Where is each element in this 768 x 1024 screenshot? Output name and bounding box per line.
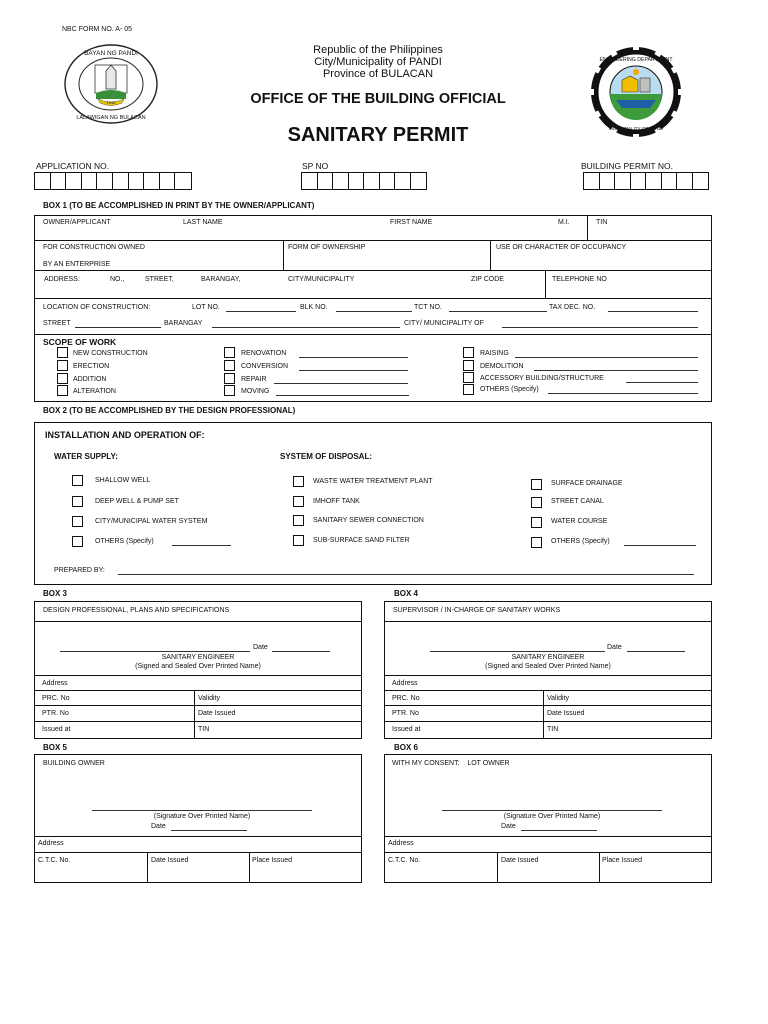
box5-label: BOX 5 (43, 743, 68, 752)
scope-conversion-label: CONVERSION (241, 363, 289, 370)
box4-date-line[interactable] (627, 651, 685, 652)
box3-validity-label: Validity (198, 695, 221, 702)
city-municipality-line[interactable] (502, 327, 698, 328)
box6-date-issued-label: Date Issued (501, 857, 539, 864)
drainage-others-checkbox[interactable] (531, 537, 542, 548)
box3-date-issued-label: Date Issued (198, 710, 236, 717)
address-street-label: STREET, (145, 276, 174, 283)
box5-ctc-no-label: C.T.C. No. (38, 857, 71, 864)
street-line[interactable] (75, 327, 161, 328)
box3-title: DESIGN PROFESSIONAL, PLANS AND SPECIFICATIONS (43, 607, 230, 614)
scope-raising-label: RAISING (480, 350, 509, 357)
blk-no-label: BLK NO. (300, 304, 328, 311)
box2-heading: BOX 2 (TO BE ACCOMPLISHED BY THE DESIGN PROFESSIONAL) (43, 406, 296, 415)
page-title: SANITARY PERMIT (287, 124, 469, 146)
by-an-enterprise-label: BY AN ENTERPRISE (43, 261, 111, 268)
scope-raising-checkbox[interactable] (463, 347, 474, 358)
address-city-label: CITY/MUNICIPALITY (288, 276, 355, 283)
municipal-seal-logo (62, 43, 160, 125)
svg-text:ENGINEERING DEPARTMENT: ENGINEERING DEPARTMENT (599, 57, 673, 63)
scope-new-construction-label: NEW CONSTRUCTION (73, 350, 148, 357)
box4-issued-at-label: Issued at (392, 726, 421, 733)
sp-no-label: SP NO (302, 161, 329, 171)
scope-of-work-heading: SCOPE OF WORK (43, 337, 117, 347)
building-permit-no-label: BUILDING PERMIT NO. (581, 161, 673, 171)
lot-no-line[interactable] (226, 311, 296, 312)
drainage-water-course-label: WATER COURSE (551, 518, 608, 525)
box3-date-label: Date (253, 644, 268, 651)
box4-label: BOX 4 (394, 589, 419, 598)
scope-repair-checkbox[interactable] (224, 373, 235, 384)
lot-no-label: LOT NO. (192, 304, 220, 311)
application-no-field[interactable] (34, 172, 192, 190)
scope-demolition-label: DEMOLITION (480, 363, 524, 370)
box6-date-label: Date (501, 823, 516, 830)
scope-alteration-label: ALTERATION (73, 388, 116, 395)
svg-text:BAYAN NG PANDI: BAYAN NG PANDI (84, 50, 138, 57)
box5-signature-label: (Signature Over Printed Name) (153, 813, 251, 820)
box4-date-label: Date (607, 644, 622, 651)
scope-addition-label: ADDITION (73, 376, 107, 383)
installation-heading: INSTALLATION AND OPERATION OF: (45, 430, 205, 440)
water-deep-well-checkbox[interactable] (72, 496, 83, 507)
province-line: Province of BULACAN (322, 68, 434, 80)
zip-code-label: ZIP CODE (471, 276, 504, 283)
engineering-seal-logo (588, 44, 684, 140)
water-city-system-checkbox[interactable] (72, 516, 83, 527)
box6-title: WITH MY CONSENT: LOT OWNER (392, 760, 510, 767)
disposal-sand-filter-label: SUB-SURFACE SAND FILTER (313, 537, 410, 544)
box4-engineer-label: SANITARY ENGINEER (511, 654, 585, 661)
scope-accessory-checkbox[interactable] (463, 372, 474, 383)
barangay-label: BARANGAY (164, 320, 203, 327)
box4-validity-label: Validity (547, 695, 570, 702)
use-or-character-label: USE OR CHARACTER OF OCCUPANCY (496, 244, 627, 251)
scope-alteration-checkbox[interactable] (57, 385, 68, 396)
water-supply-heading: WATER SUPPLY: (54, 452, 118, 461)
drainage-street-canal-label: STREET CANAL (551, 498, 604, 505)
svg-text:MUNICIPALITY OF PANDI: MUNICIPALITY OF PANDI (608, 126, 664, 131)
drainage-street-canal-checkbox[interactable] (531, 497, 542, 508)
prepared-by-label: PREPARED BY: (54, 567, 105, 574)
disposal-sewer-connection-label: SANITARY SEWER CONNECTION (313, 517, 424, 524)
box6-date-line[interactable] (521, 830, 597, 831)
box3-issued-at-label: Issued at (42, 726, 71, 733)
box6-signature-label: (Signature Over Printed Name) (503, 813, 601, 820)
disposal-imhoff-tank-label: IMHOFF TANK (313, 498, 360, 505)
tct-no-line[interactable] (449, 311, 547, 312)
svg-text:LALAWIGAN NG BULACAN: LALAWIGAN NG BULACAN (76, 115, 146, 121)
tin-label: TIN (596, 219, 608, 226)
water-city-system-label: CITY/MUNICIPAL WATER SYSTEM (95, 518, 208, 525)
scope-moving-label: MOVING (241, 388, 270, 395)
scope-repair-label: REPAIR (241, 376, 267, 383)
address-label: ADDRESS: (44, 276, 80, 283)
box3-prc-no-label: PRC. No (42, 695, 70, 702)
scope-addition-checkbox[interactable] (57, 373, 68, 384)
tct-no-label: TCT NO. (414, 304, 442, 311)
box6-address-label: Address (388, 840, 414, 847)
republic-line: Republic of the Philippines (313, 44, 443, 56)
disposal-waste-water-checkbox[interactable] (293, 476, 304, 487)
scope-renovation-checkbox[interactable] (224, 347, 235, 358)
drainage-surface-checkbox[interactable] (531, 479, 542, 490)
disposal-imhoff-tank-checkbox[interactable] (293, 496, 304, 507)
city-line: City/Municipality of PANDI (314, 56, 442, 68)
application-no-label: APPLICATION NO. (36, 161, 110, 171)
owner-applicant-label: OWNER/APPLICANT (43, 219, 111, 226)
scope-moving-checkbox[interactable] (224, 385, 235, 396)
system-of-disposal-heading: SYSTEM OF DISPOSAL: (280, 452, 373, 461)
for-construction-owned-label: FOR CONSTRUCTION OWNED (43, 244, 145, 251)
svg-text:1946: 1946 (106, 100, 116, 105)
box5-signature-line[interactable] (92, 810, 312, 811)
box1-heading: BOX 1 (TO BE ACCOMPLISHED IN PRINT BY THE OWNER/APPLICANT) (43, 201, 315, 210)
city-municipality-of-label: CITY/ MUNICIPALITY OF (404, 320, 484, 327)
box4-signature-line[interactable] (430, 651, 605, 652)
water-deep-well-label: DEEP WELL & PUMP SET (95, 498, 179, 505)
water-shallow-well-label: SHALLOW WELL (95, 477, 151, 484)
drainage-water-course-checkbox[interactable] (531, 517, 542, 528)
box4-ptr-no-label: PTR. No (392, 710, 419, 717)
box5-title: BUILDING OWNER (43, 760, 105, 767)
building-permit-no-field[interactable] (583, 172, 709, 190)
office-name: OFFICE OF THE BUILDING OFFICIAL (250, 91, 506, 107)
tax-dec-no-line[interactable] (608, 311, 698, 312)
box4-tin-label: TIN (547, 726, 559, 733)
scope-renovation-label: RENOVATION (241, 350, 287, 357)
mi-label: M.I. (558, 219, 570, 226)
box4-prc-no-label: PRC. No (392, 695, 420, 702)
disposal-waste-water-label: WASTE WATER TREATMENT PLANT (313, 478, 433, 485)
box5-address-label: Address (38, 840, 64, 847)
disposal-sewer-connection-checkbox[interactable] (293, 515, 304, 526)
box4-address-label: Address (392, 680, 418, 687)
box5-date-line[interactable] (171, 830, 247, 831)
water-others-label: OTHERS (Specify) (95, 538, 154, 545)
barangay-line[interactable] (212, 327, 400, 328)
disposal-sand-filter-checkbox[interactable] (293, 535, 304, 546)
water-shallow-well-checkbox[interactable] (72, 475, 83, 486)
sp-no-field[interactable] (301, 172, 427, 190)
scope-conversion-checkbox[interactable] (224, 360, 235, 371)
form-number: NBC FORM NO. A- 05 (62, 26, 133, 33)
box3-ptr-no-label: PTR. No (42, 710, 69, 717)
address-no-label: NO., (110, 276, 125, 283)
scope-others-checkbox[interactable] (463, 384, 474, 395)
first-name-label: FIRST NAME (390, 219, 433, 226)
street-label: STREET (43, 320, 71, 327)
drainage-surface-label: SURFACE DRAINAGE (551, 480, 623, 487)
box6-label: BOX 6 (394, 743, 419, 752)
drainage-others-label: OTHERS (Specify) (551, 538, 610, 545)
box3-date-line[interactable] (272, 651, 330, 652)
box5-date-label: Date (151, 823, 166, 830)
box3-engineer-label: SANITARY ENGINEER (161, 654, 235, 661)
last-name-label: LAST NAME (183, 219, 223, 226)
scope-new-construction-checkbox[interactable] (57, 347, 68, 358)
blk-no-line[interactable] (336, 311, 412, 312)
scope-accessory-label: ACCESSORY BUILDING/STRUCTURE (480, 375, 604, 382)
telephone-label: TELEPHONE NO (552, 276, 607, 283)
scope-demolition-checkbox[interactable] (463, 360, 474, 371)
box3-tin-label: TIN (198, 726, 210, 733)
prepared-by-line[interactable] (118, 574, 694, 575)
box5-place-issued-label: Place Issued (252, 857, 293, 864)
box4-signed-label: (Signed and Sealed Over Printed Name) (485, 663, 611, 670)
location-label: LOCATION OF CONSTRUCTION: (43, 304, 151, 311)
form-of-ownership-label: FORM OF OWNERSHIP (288, 244, 366, 251)
box3-address-label: Address (42, 680, 68, 687)
box3-signed-label: (Signed and Sealed Over Printed Name) (135, 663, 261, 670)
box5-date-issued-label: Date Issued (151, 857, 189, 864)
scope-others-label: OTHERS (Specify) (480, 386, 539, 393)
scope-erection-checkbox[interactable] (57, 360, 68, 371)
box3-signature-line[interactable] (60, 651, 250, 652)
box6-ctc-no-label: C.T.C. No. (388, 857, 421, 864)
water-others-checkbox[interactable] (72, 536, 83, 547)
address-barangay-label: BARANGAY, (201, 276, 241, 283)
scope-erection-label: ERECTION (73, 363, 110, 370)
tax-dec-no-label: TAX DEC. NO. (549, 304, 596, 311)
box6-place-issued-label: Place Issued (602, 857, 643, 864)
box3-label: BOX 3 (43, 589, 68, 598)
box6-signature-line[interactable] (442, 810, 662, 811)
box4-date-issued-label: Date Issued (547, 710, 585, 717)
box4-title: SUPERVISOR / IN-CHARGE OF SANITARY WORKS (393, 607, 561, 614)
